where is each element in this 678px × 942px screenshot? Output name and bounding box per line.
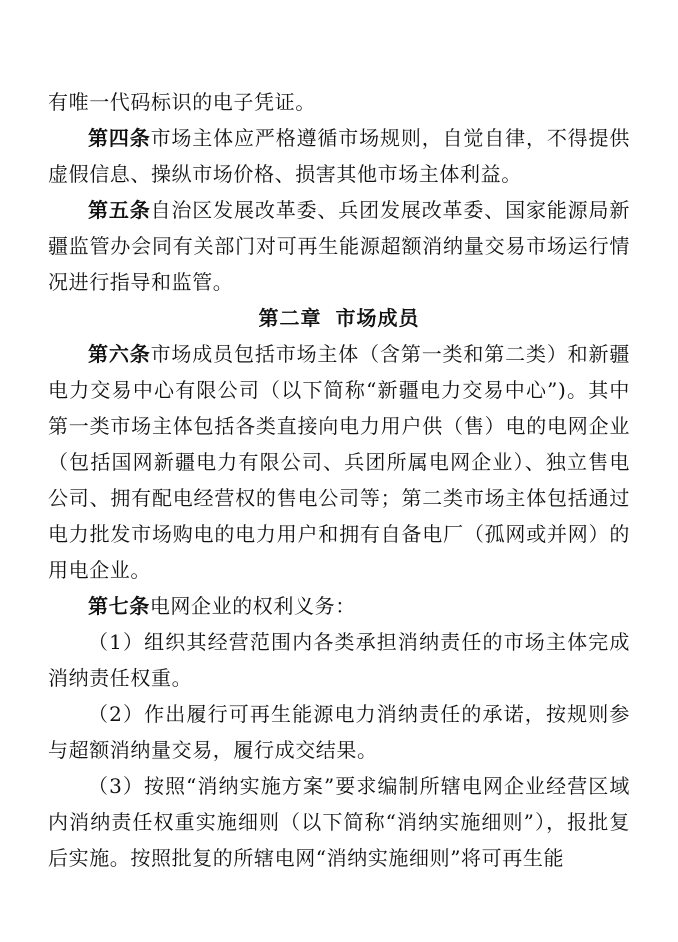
list-item-1: （1）组织其经营范围内各类承担消纳责任的市场主体完成消纳责任权重。 xyxy=(48,630,630,690)
document-page xyxy=(48,84,630,876)
list-item-3: （3）按照“消纳实施方案”要求编制所辖电网企业经营区域内消纳责任权重实施细则（以下简称“消纳实施细则”），报批复后实施。按照批复的所辖电网“消纳实施细则”将可再生能 xyxy=(48,774,630,870)
article-7-label: 第七条 xyxy=(88,594,150,618)
article-7-text: 电网企业的权利义务： xyxy=(149,594,356,618)
article-5-text: 自治区发展改革委、兵团发展改革委、国家能源局新疆监管办会同有关部门对可再生能源超额消纳量交易市场运行情况进行指导和监管。 xyxy=(48,198,630,294)
article-5 xyxy=(48,192,630,300)
article-4-label: 第四条 xyxy=(88,126,151,150)
article-6 xyxy=(48,336,630,588)
article-6-label: 第六条 xyxy=(88,342,151,366)
article-4-text: 市场主体应严格遵循市场规则，自觉自律，不得提供虚假信息、操纵市场价格、损害其他市场主体利益。 xyxy=(48,126,630,186)
article-5-label: 第五条 xyxy=(88,198,151,222)
list-item-2: （2）作出履行可再生能源电力消纳责任的承诺，按规则参与超额消纳量交易，履行成交结果。 xyxy=(48,702,630,762)
chapter-number: 第二章 xyxy=(258,306,322,330)
article-4 xyxy=(48,120,630,192)
chapter-heading xyxy=(48,300,630,336)
paragraph-continuation: 有唯一代码标识的电子凭证。 xyxy=(48,90,316,114)
article-7 xyxy=(48,588,630,624)
article-6-text: 市场成员包括市场主体（含第一类和第二类）和新疆电力交易中心有限公司（以下简称“新疆电力交易中心”)。其中第一类市场主体包括各类直接向电力用户供（售）电的电网企业（包括国网新疆电力有限公司、兵团所属电网企业）、独立售电公司、拥有配电经营权的售电公司等；第二类市场主体包括通过电力批发市场购电的电力用户和拥有自备电厂（孤网或并网）的用电企业。 xyxy=(48,342,630,582)
chapter-title: 市场成员 xyxy=(335,306,420,330)
